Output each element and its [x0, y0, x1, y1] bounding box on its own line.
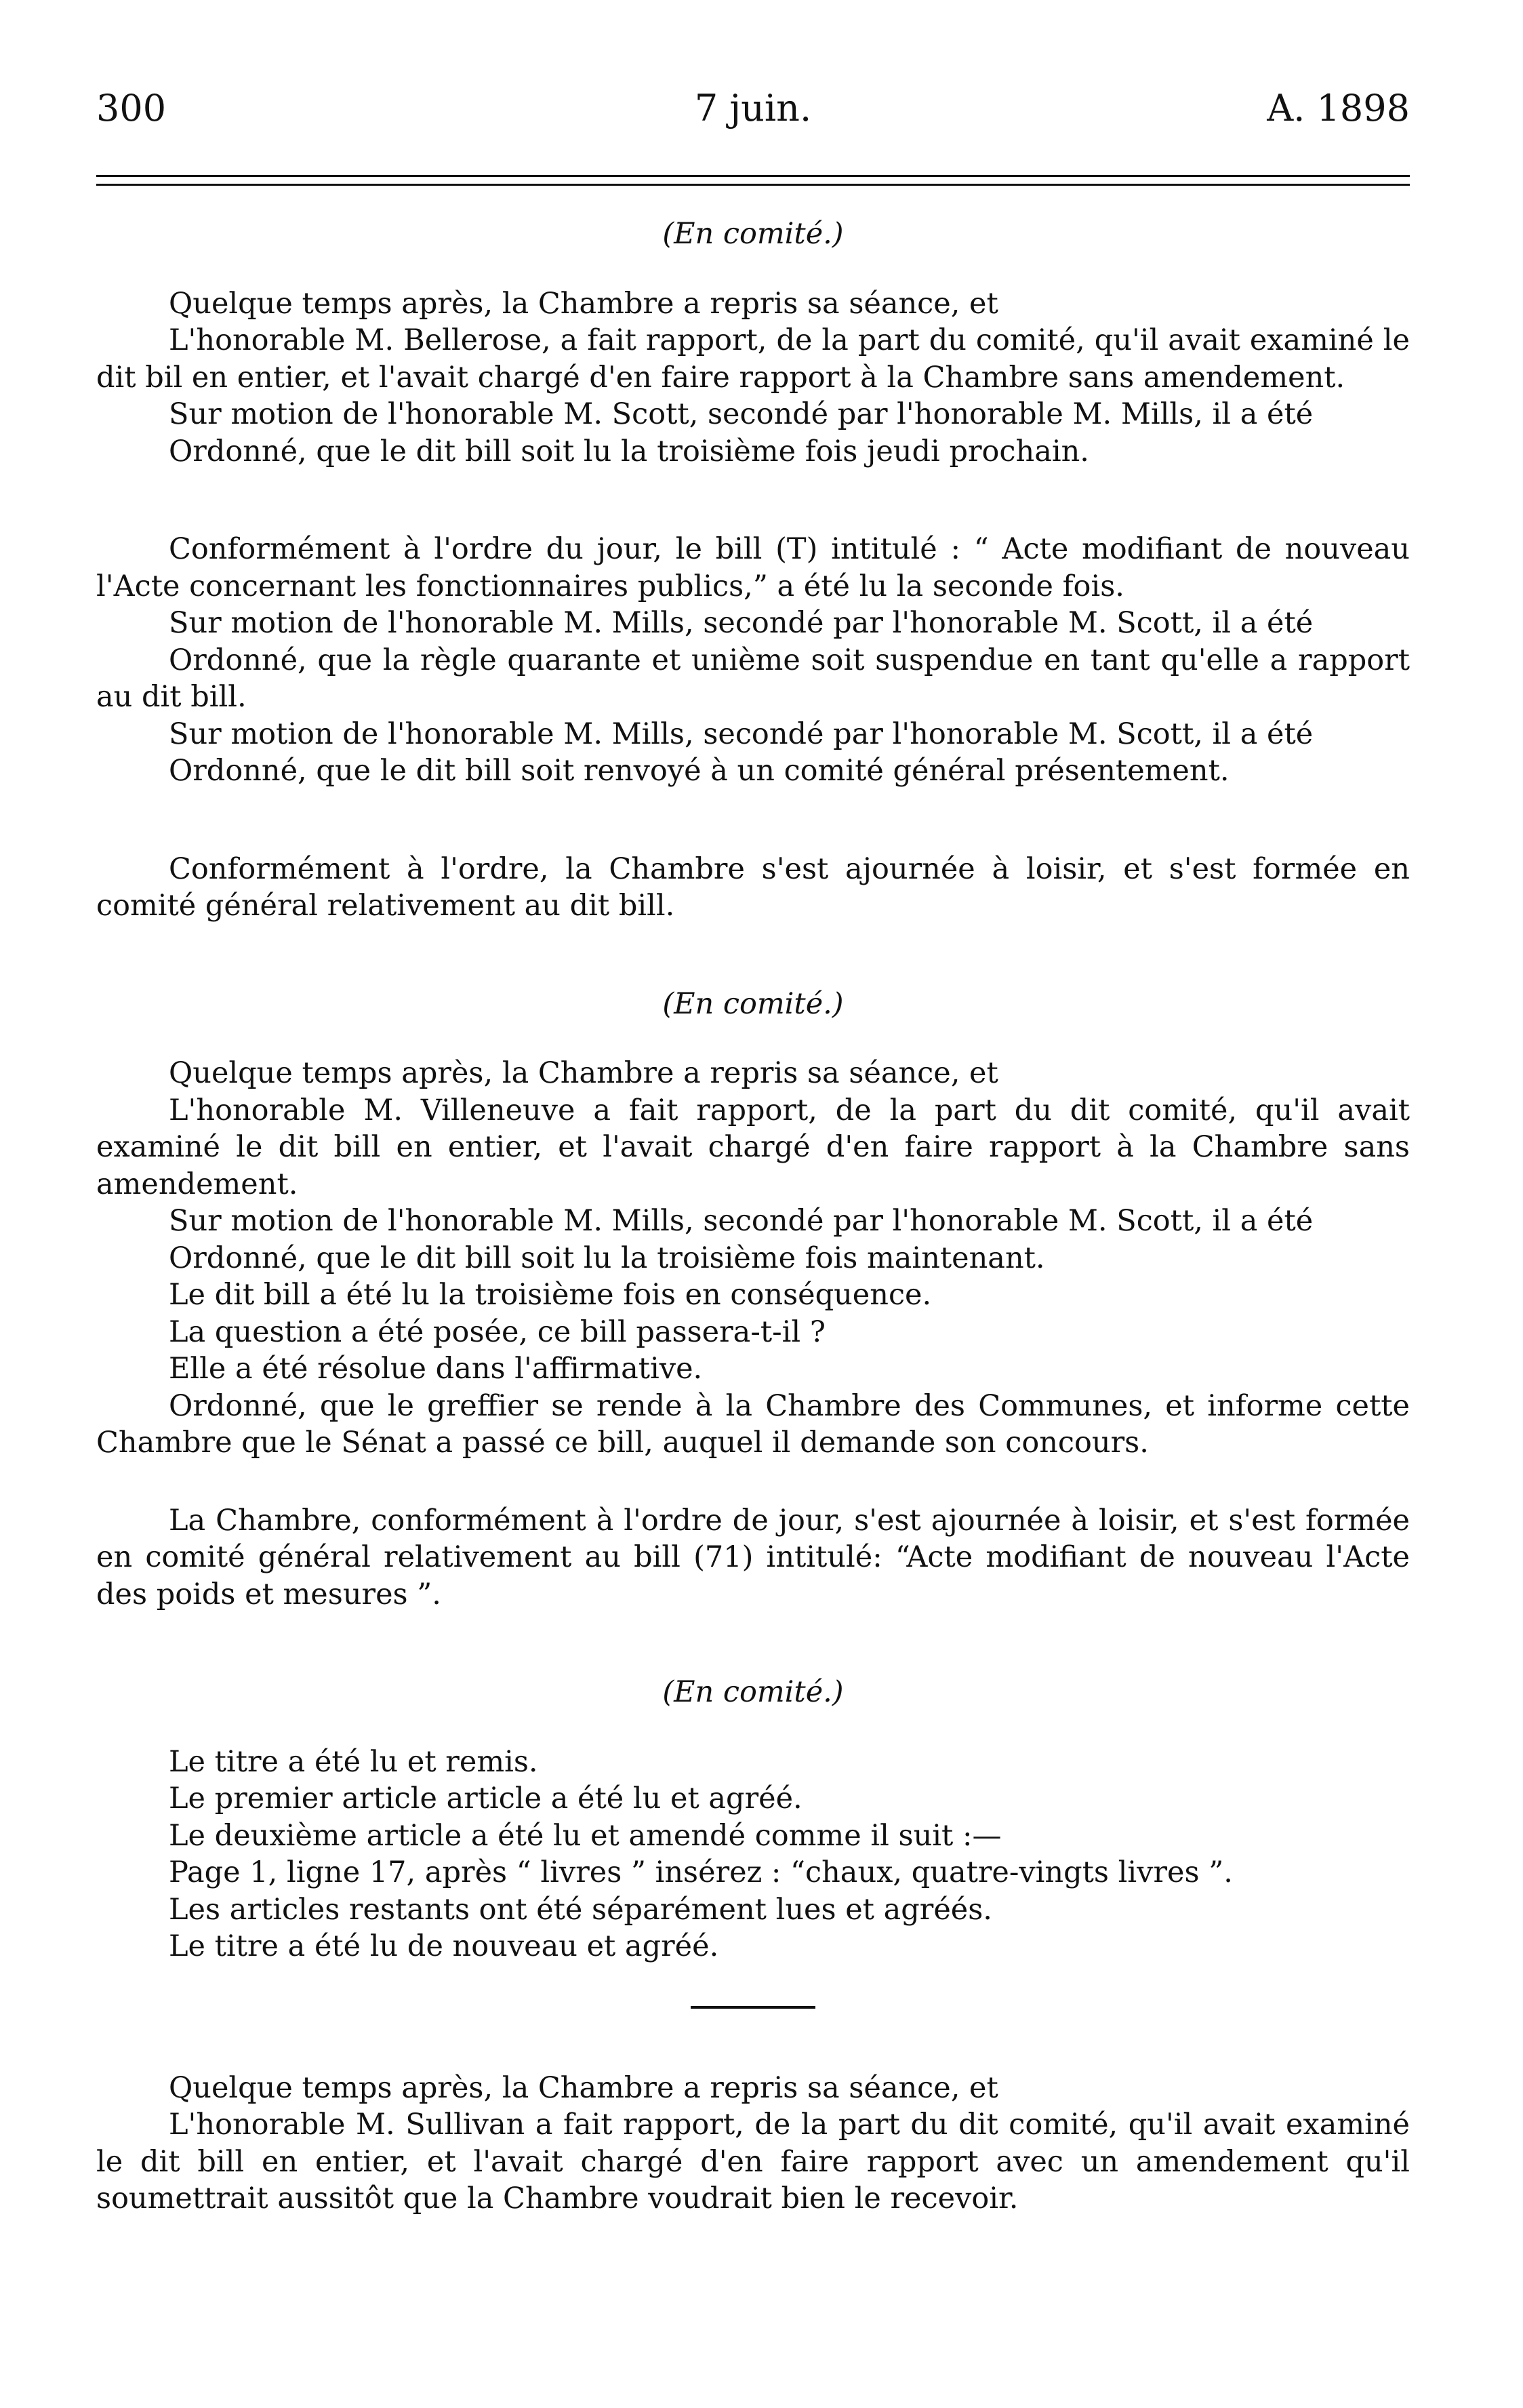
- header-double-rule: [96, 175, 1410, 186]
- paragraph: Le premier article article a été lu et agréé.: [169, 1782, 803, 1815]
- paragraph: Conformément à l'ordre du jour, le bill (T) intitulé : “ Acte modifiant de nouveau l'Acte concernant les fonctionnaires publics,” a été lu la seconde fois.: [96, 532, 1410, 603]
- paragraph: Sur motion de l'honorable M. Scott, secondé par l'honorable M. Mills, il a été: [169, 397, 1314, 431]
- header-year: A. 1898: [1267, 87, 1410, 129]
- paragraph: Quelque temps après, la Chambre a repris sa séance, et: [169, 2070, 998, 2105]
- paragraph: Le deuxième article a été lu et amendé comme il suit :—: [169, 1818, 1002, 1853]
- paragraph: Sur motion de l'honorable M. Mills, secondé par l'honorable M. Scott, il a été: [169, 1204, 1314, 1238]
- header-date: 7 juin.: [694, 87, 812, 129]
- paragraph: L'honorable M. Villeneuve a fait rapport, de la part du dit comité, qu'il avait examiné le dit bill en entier, et l'avait chargé d'en faire rapport à la Chambre sans amendement.: [96, 1093, 1410, 1201]
- paragraph: Elle a été résolue dans l'affirmative.: [169, 1352, 703, 1386]
- paragraph: La Chambre, conformément à l'ordre de jour, s'est ajournée à loisir, et s'est formée en comité général relativement au bill (71) intitulé: “Acte modifiant de nouveau l'Acte des poids et mesures ”.: [96, 1503, 1410, 1611]
- running-header: [96, 85, 1410, 132]
- paragraph: Le titre a été lu de nouveau et agréé.: [169, 1929, 719, 1963]
- section-heading: (En comité.): [662, 217, 844, 251]
- paragraph: Ordonné, que la règle quarante et unième soit suspendue en tant qu'elle a rapport au dit bill.: [96, 643, 1410, 714]
- paragraph: L'honorable M. Bellerose, a fait rapport, de la part du comité, qu'il avait examiné le dit bil en entier, et l'avait chargé d'en faire rapport à la Chambre sans amendement.: [96, 323, 1410, 395]
- paragraph: Quelque temps après, la Chambre a repris sa séance, et: [169, 286, 998, 321]
- paragraph: Page 1, ligne 17, après “ livres ” insérez : “chaux, quatre-vingts livres ”.: [169, 1855, 1233, 1889]
- paragraph: Le titre a été lu et remis.: [169, 1744, 538, 1779]
- paragraph: Quelque temps après, la Chambre a repris sa séance, et: [169, 1056, 998, 1090]
- section-heading: (En comité.): [662, 1675, 844, 1709]
- page-number: 300: [96, 87, 167, 129]
- paragraph: L'honorable M. Sullivan a fait rapport, de la part du dit comité, qu'il avait examiné le dit bill en entier, et l'avait chargé d'en faire rapport avec un amendement qu'il soumettrait aussitôt que la Chambre voudrait bien le recevoir.: [96, 2108, 1410, 2215]
- paragraph: Sur motion de l'honorable M. Mills, secondé par l'honorable M. Scott, il a été: [169, 717, 1314, 751]
- paragraph: Ordonné, que le dit bill soit lu la troisième fois maintenant.: [169, 1241, 1045, 1275]
- paragraph: Conformément à l'ordre, la Chambre s'est ajournée à loisir, et s'est formée en comité général relativement au dit bill.: [96, 851, 1410, 923]
- section-heading: (En comité.): [662, 986, 844, 1021]
- page-body: [96, 216, 1410, 2218]
- paragraph: Le dit bill a été lu la troisième fois en conséquence.: [169, 1278, 932, 1312]
- paragraph: Sur motion de l'honorable M. Mills, secondé par l'honorable M. Scott, il a été: [169, 606, 1314, 640]
- paragraph: Ordonné, que le dit bill soit lu la troisième fois jeudi prochain.: [169, 434, 1089, 468]
- paragraph: Les articles restants ont été séparément lues et agréés.: [169, 1892, 992, 1927]
- paragraph: La question a été posée, ce bill passera-t-il ?: [169, 1315, 826, 1349]
- paragraph: Ordonné, que le greffier se rende à la Chambre des Communes, et informe cette Chambre que le Sénat a passé ce bill, auquel il demande son concours.: [96, 1388, 1410, 1460]
- paragraph: Ordonné, que le dit bill soit renvoyé à un comité général présentement.: [169, 754, 1230, 788]
